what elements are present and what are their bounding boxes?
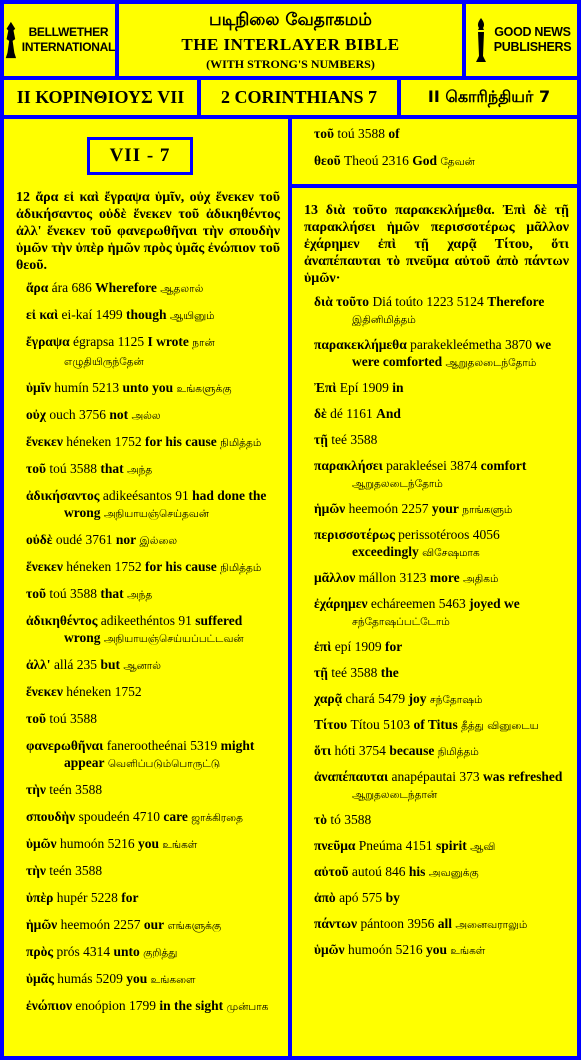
english-gloss: exceedingly — [352, 544, 419, 559]
greek-word: διὰ τοῦτο — [314, 294, 370, 309]
tamil-gloss: ஆவி — [470, 841, 496, 853]
greek-word: τῇ — [314, 665, 328, 680]
word-entry — [304, 569, 569, 588]
english-gloss: had done the wrong — [64, 488, 267, 520]
greek-word: Ἐπὶ — [314, 380, 337, 395]
tamil-gloss: விசேஷமாக — [422, 547, 480, 559]
transliteration-strong: égrapsa 1125 — [69, 334, 148, 349]
english-gloss: that — [100, 461, 124, 476]
tamil-gloss: இல்லை — [139, 535, 178, 547]
transliteration-strong: heemoón 2257 — [345, 501, 432, 516]
word-entry — [16, 433, 280, 452]
transliteration-strong: anapépautai 373 — [388, 769, 483, 784]
transliteration-strong: enoópion 1799 — [72, 998, 160, 1013]
greek-word: οὐδὲ — [26, 532, 53, 547]
ram-emblem-icon — [4, 17, 18, 63]
tamil-gloss: அநியாயஞ்செய்யப்பட்டவன் — [103, 633, 244, 645]
tamil-gloss: சந்தோஷம் — [429, 694, 483, 706]
word-entry — [16, 487, 280, 523]
greek-word: ἀλλ' — [26, 657, 51, 672]
transliteration-strong: toú 3588 — [333, 126, 389, 141]
transliteration-strong: Theoú 2316 — [340, 153, 413, 168]
transliteration-strong: echáreemen 5463 — [367, 596, 470, 611]
english-gloss: his — [408, 864, 426, 879]
title-main: THE INTERLAYER BIBLE — [181, 35, 400, 54]
transliteration-strong: Pneúma 4151 — [355, 838, 437, 853]
tamil-gloss: அனைவராலும் — [455, 919, 528, 931]
word-entry — [16, 406, 280, 425]
greek-word: εἰ καὶ — [26, 307, 59, 322]
tamil-gloss: சந்தோஷப்பட்டோம் — [352, 616, 450, 628]
word-entry — [304, 915, 569, 934]
bellwether-logo — [4, 4, 115, 76]
english-gloss: might appear — [64, 738, 255, 770]
verse-13-word-list — [304, 293, 569, 960]
word-entry — [304, 336, 569, 372]
greek-word: ὑπὲρ — [26, 890, 54, 905]
tamil-gloss: ஆதலால் — [160, 283, 204, 295]
tamil-gloss: முன்பாக — [226, 1001, 269, 1013]
greek-word: οὐχ — [26, 407, 46, 422]
greek-word: τοῦ — [26, 711, 46, 726]
greek-word: ἀδικηθέντος — [26, 613, 98, 628]
english-gloss: our — [143, 917, 165, 932]
transliteration-strong: adikeésantos 91 — [99, 488, 193, 503]
tamil-gloss: ஆயினும் — [169, 310, 215, 322]
transliteration-strong: tó 3588 — [326, 812, 372, 827]
word-entry — [16, 710, 280, 729]
greek-word: ἕνεκεν — [26, 684, 63, 699]
word-entry — [16, 997, 280, 1016]
title-sub: (WITH STRONG'S NUMBERS) — [206, 57, 375, 71]
tamil-gloss: வெளிப்படும்பொருட்டு — [107, 758, 221, 770]
english-gloss: of Titus — [413, 717, 458, 732]
english-gloss: you — [137, 836, 159, 851]
transliteration-strong: héneken 1752 — [62, 559, 145, 574]
word-entry — [304, 889, 569, 908]
transliteration-strong: apó 575 — [335, 890, 386, 905]
tamil-gloss: நிமித்தம் — [220, 437, 262, 449]
transliteration-strong: allá 235 — [50, 657, 101, 672]
greek-word: πρὸς — [26, 944, 54, 959]
greek-word: ἄρα — [26, 280, 49, 295]
word-entry — [304, 638, 569, 657]
word-entry — [16, 585, 280, 604]
tamil-gloss: நிமித்தம் — [220, 562, 262, 574]
greek-word: ἀναπέπαυται — [314, 769, 389, 784]
tamil-gloss: ஆனால் — [123, 660, 161, 672]
english-gloss: nor — [115, 532, 137, 547]
english-gloss: but — [100, 657, 120, 672]
transliteration-strong: ouch 3756 — [46, 407, 110, 422]
chapter-label: VII - 7 — [87, 137, 193, 175]
goodnews-line1: GOOD NEWS — [494, 25, 571, 39]
word-entry — [16, 835, 280, 854]
transliteration-strong: humín 5213 — [50, 380, 123, 395]
word-entry — [304, 500, 569, 519]
greek-word: τὴν — [26, 863, 46, 878]
english-gloss: joyed we — [469, 596, 520, 611]
english-gloss: the — [380, 665, 399, 680]
greek-word: παρακλήσει — [314, 458, 383, 473]
left-column — [4, 119, 288, 1056]
english-gloss: that — [100, 586, 124, 601]
word-entry — [16, 943, 280, 962]
word-entry — [16, 862, 280, 881]
transliteration-strong: toú 3588 — [45, 461, 101, 476]
goodnews-line2: PUBLISHERS — [493, 40, 572, 54]
word-entry — [16, 279, 280, 298]
greek-word: σπουδὴν — [26, 809, 76, 824]
tamil-gloss: ஆறுதலடைந்தான் — [352, 789, 438, 801]
transliteration-strong: Epí 1909 — [336, 380, 393, 395]
top-right-word-list — [292, 119, 577, 171]
right-column — [292, 188, 577, 1056]
greek-word: ὑμᾶς — [26, 971, 54, 986]
word-entry — [16, 683, 280, 702]
word-entry — [304, 431, 569, 450]
english-gloss: joy — [408, 691, 427, 706]
book-name-english: 2 CORINTHIANS 7 — [201, 80, 397, 115]
word-entry — [304, 526, 569, 562]
verse-12-word-list — [16, 279, 280, 1016]
transliteration-strong: hóti 3754 — [331, 743, 390, 758]
bellwether-line2: INTERNATIONAL — [21, 40, 115, 54]
word-entry — [16, 558, 280, 577]
transliteration-strong: heemoón 2257 — [57, 917, 144, 932]
english-gloss: Therefore — [487, 294, 545, 309]
english-gloss: your — [431, 501, 459, 516]
transliteration-strong: autoú 846 — [348, 864, 409, 879]
english-gloss: because — [389, 743, 435, 758]
greek-word: ἐνώπιον — [26, 998, 73, 1013]
transliteration-strong: Títou 5103 — [347, 717, 414, 732]
greek-word: ἡμῶν — [26, 917, 58, 932]
greek-word: ὑμῶν — [314, 942, 345, 957]
word-entry — [304, 742, 569, 761]
tamil-gloss: அந்த — [127, 464, 153, 476]
greek-word: ἡμῶν — [314, 501, 346, 516]
transliteration-strong: toú 3588 — [45, 586, 101, 601]
book-name-tamil: II கொரிந்தியர் 7 — [401, 80, 577, 115]
word-entry — [304, 595, 569, 631]
greek-word: τὴν — [26, 782, 46, 797]
word-entry — [16, 889, 280, 908]
transliteration-strong: chará 5479 — [342, 691, 409, 706]
tamil-gloss: அந்த — [127, 589, 153, 601]
word-entry — [304, 125, 569, 144]
word-entry — [16, 808, 280, 827]
title-tamil: படிநிலை வேதாகமம் — [209, 10, 372, 30]
transliteration-strong: fanerootheénai 5319 — [103, 738, 221, 753]
english-gloss: And — [376, 406, 401, 421]
tamil-gloss: உங்களை — [150, 974, 196, 986]
transliteration-strong: héneken 1752 — [62, 434, 145, 449]
tamil-gloss: உங்கள் — [162, 839, 198, 851]
word-entry — [16, 916, 280, 935]
tamil-gloss: அல்ல — [131, 410, 161, 422]
transliteration-strong: humoón 5216 — [344, 942, 426, 957]
greek-word: φανερωθῆναι — [26, 738, 104, 753]
english-gloss: suffered wrong — [64, 613, 243, 645]
english-gloss: unto — [113, 944, 140, 959]
transliteration-strong: teén 3588 — [45, 782, 103, 797]
greek-word: ἀπὸ — [314, 890, 336, 905]
word-entry — [16, 737, 280, 773]
tamil-gloss: நான் எழுதியிருந்தேன் — [64, 337, 215, 368]
transliteration-strong: hupér 5228 — [53, 890, 122, 905]
word-entry — [304, 716, 569, 735]
transliteration-strong: parakleései 3874 — [382, 458, 481, 473]
transliteration-strong: toú 3588 — [45, 711, 97, 726]
greek-word: πνεῦμα — [314, 838, 356, 853]
transliteration-strong: prós 4314 — [53, 944, 114, 959]
word-entry — [304, 664, 569, 683]
word-entry — [304, 811, 569, 830]
word-entry — [16, 612, 280, 648]
word-entry — [304, 768, 569, 804]
tamil-gloss: உங்களுக்கு — [176, 383, 232, 395]
greek-word: δὲ — [314, 406, 327, 421]
verse-13-text: 13 διὰ τοῦτο παρακεκλήμεθα. Ἐπὶ δὲ τῇ παρακλήσει ἡμῶν περισσοτέρως μᾶλλον ἐχάρημεν ἐπὶ τῇ χαρᾷ Τίτου, ὅτι ἀναπέπαυται τὸ πνεῦμα αὐτοῦ ἀπὸ πάντων ὑμῶν· — [304, 203, 569, 286]
tamil-gloss: நிமித்தம் — [437, 746, 479, 758]
tamil-gloss: தேவன் — [440, 156, 475, 168]
tamil-gloss: உங்கள் — [450, 945, 486, 957]
english-gloss: for — [384, 639, 403, 654]
word-entry — [16, 333, 280, 371]
greek-word: ὑμῶν — [26, 836, 57, 851]
greek-word: τὸ — [314, 812, 327, 827]
tamil-gloss: தீத்து வினுடைய — [461, 720, 539, 732]
english-gloss: though — [126, 307, 167, 322]
greek-word: ἔγραψα — [26, 334, 70, 349]
transliteration-strong: parakekleémetha 3870 — [406, 337, 536, 352]
greek-word: ἕνεκεν — [26, 559, 63, 574]
tamil-gloss: அதிகம் — [462, 573, 499, 585]
greek-word: παρακεκλήμεθα — [314, 337, 407, 352]
transliteration-strong: ei-kaí 1499 — [58, 307, 127, 322]
greek-word: ἀδικήσαντος — [26, 488, 100, 503]
transliteration-strong: adikeethéntos 91 — [97, 613, 196, 628]
word-entry — [304, 863, 569, 882]
english-gloss: comfort — [480, 458, 527, 473]
english-gloss: for his cause — [144, 434, 217, 449]
tamil-gloss: இதினிமித்தம் — [352, 314, 416, 326]
word-entry — [16, 781, 280, 800]
greek-word: πάντων — [314, 916, 358, 931]
english-gloss: more — [429, 570, 460, 585]
word-entry — [304, 379, 569, 398]
tamil-gloss: ஆறுதலடைந்தோம் — [445, 357, 537, 369]
english-gloss: of — [388, 126, 400, 141]
english-gloss: was refreshed — [483, 769, 563, 784]
word-entry — [304, 405, 569, 424]
greek-word: τῇ — [314, 432, 328, 447]
greek-word: αὐτοῦ — [314, 864, 349, 879]
greek-word: ἐχάρημεν — [314, 596, 368, 611]
english-gloss: unto you — [122, 380, 174, 395]
goodnews-logo — [466, 4, 577, 76]
transliteration-strong: Diá toúto 1223 5124 — [369, 294, 488, 309]
word-entry — [304, 152, 569, 171]
transliteration-strong: humoón 5216 — [56, 836, 138, 851]
english-gloss: you — [126, 971, 148, 986]
book-name-greek: II ΚΟΡΙΝΘΙΟΥΣ VII — [4, 80, 197, 115]
english-gloss: I wrote — [147, 334, 189, 349]
word-entry — [16, 460, 280, 479]
torch-emblem-icon — [472, 16, 490, 64]
transliteration-strong: humás 5209 — [53, 971, 127, 986]
tamil-gloss: நாங்களும் — [462, 504, 513, 516]
english-gloss: for — [121, 890, 139, 905]
transliteration-strong: epí 1909 — [331, 639, 385, 654]
english-gloss: all — [437, 916, 452, 931]
greek-word: μᾶλλον — [314, 570, 356, 585]
word-entry — [16, 531, 280, 550]
transliteration-strong: mállon 3123 — [355, 570, 430, 585]
tamil-gloss: குறித்து — [143, 947, 178, 959]
tamil-gloss: அவனுக்கு — [428, 867, 479, 879]
english-gloss: we were comforted — [352, 337, 552, 369]
word-entry — [304, 690, 569, 709]
transliteration-strong: teé 3588 — [327, 665, 381, 680]
word-entry — [16, 656, 280, 675]
transliteration-strong: dé 1161 — [326, 406, 377, 421]
english-gloss: Wherefore — [95, 280, 157, 295]
english-gloss: God — [412, 153, 437, 168]
verse-12-text: 12 ἄρα εἰ καὶ ἔγραψα ὑμῖν, οὐχ ἕνεκεν τοῦ ἀδικήσαντος οὐδὲ ἕνεκεν τοῦ ἀδικηθέντος ἀλλ' ἕνεκεν τοῦ φανερωθῆναι τὴν σπουδὴν ὑμῶν τὴν ὑπὲρ ἡμῶν πρὸς ὑμᾶς ἐνώπιον τοῦ θεοῦ. — [16, 190, 280, 273]
word-entry — [16, 379, 280, 398]
english-gloss: for his cause — [144, 559, 217, 574]
greek-word: ἐπὶ — [314, 639, 332, 654]
english-gloss: in the sight — [159, 998, 224, 1013]
transliteration-strong: héneken 1752 — [62, 684, 142, 699]
english-gloss: in — [392, 380, 404, 395]
greek-word: ἕνεκεν — [26, 434, 63, 449]
word-entry — [304, 837, 569, 856]
english-gloss: spirit — [436, 838, 467, 853]
english-gloss: not — [109, 407, 129, 422]
english-gloss: by — [385, 890, 400, 905]
transliteration-strong: oudé 3761 — [52, 532, 116, 547]
greek-word: τοῦ — [26, 461, 46, 476]
tamil-gloss: அநியாயஞ்செய்தவன் — [103, 508, 210, 520]
greek-word: Τίτου — [314, 717, 348, 732]
word-entry — [304, 293, 569, 329]
tamil-gloss: ஆறுதலடைந்தோம் — [352, 478, 443, 490]
greek-word: χαρᾷ — [314, 691, 343, 706]
word-entry — [304, 941, 569, 960]
word-entry — [16, 970, 280, 989]
transliteration-strong: perissotéroos 4056 — [394, 527, 500, 542]
word-entry — [304, 457, 569, 493]
greek-word: ὑμῖν — [26, 380, 51, 395]
transliteration-strong: ára 686 — [48, 280, 96, 295]
title-block — [119, 4, 462, 76]
transliteration-strong: pántoon 3956 — [357, 916, 438, 931]
english-gloss: you — [425, 942, 447, 957]
greek-word: τοῦ — [314, 126, 334, 141]
transliteration-strong: spoudeén 4710 — [75, 809, 164, 824]
tamil-gloss: ஜாக்கிரதை — [191, 812, 243, 824]
tamil-gloss: எங்களுக்கு — [167, 920, 222, 932]
greek-word: τοῦ — [26, 586, 46, 601]
greek-word: περισσοτέρως — [314, 527, 395, 542]
greek-word: ὅτι — [314, 743, 332, 758]
transliteration-strong: teén 3588 — [45, 863, 103, 878]
bellwether-line1: BELLWETHER — [28, 25, 109, 39]
english-gloss: care — [163, 809, 188, 824]
top-right-panel — [292, 119, 577, 184]
word-entry — [16, 306, 280, 325]
greek-word: θεοῦ — [314, 153, 341, 168]
transliteration-strong: teé 3588 — [327, 432, 378, 447]
